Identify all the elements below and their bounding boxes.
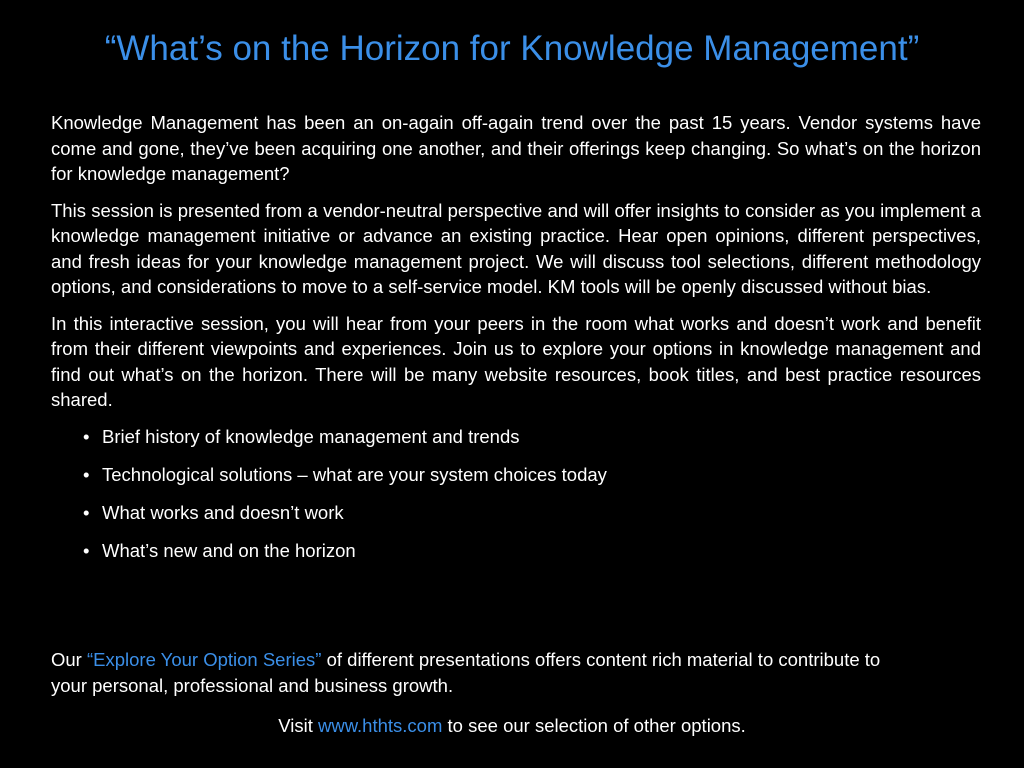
slide-title: “What’s on the Horizon for Knowledge Management” (104, 29, 920, 68)
visit-prefix: Visit (278, 715, 318, 736)
interactive-session-paragraph: In this interactive session, you will hear from your peers in the room what works and doesn’t work and benefit from their different viewpoints and experiences. Join us to explore your options in knowledge management and find out what’s on the horizon. There will be many website resources, book titles, and best practice resources shared. (51, 312, 981, 410)
visit-suffix: to see our selection of other options. (442, 715, 746, 736)
visit-line (0, 713, 1024, 739)
topic-item-solutions: • Technological solutions – what are your system choices today (83, 462, 981, 488)
website-link[interactable]: www.hthts.com (317, 715, 443, 736)
topic-item-history: • Brief history of knowledge management and trends (83, 424, 981, 450)
series-name: “Explore Your Option Series” (86, 649, 322, 670)
footer-prefix: Our (51, 649, 87, 670)
session-description-paragraph: This session is presented from a vendor-neutral perspective and will offer insights to consider as you implement a knowledge management initiative or advance an existing practice. Hear open opinions, different perspectives, and fresh ideas for your knowledge management project. We will discuss tool selections, different methodology options, and considerations to move to a self-service model. KM tools will be openly discussed without bias. (51, 199, 981, 297)
topic-item-what-works: • What works and doesn’t work (83, 500, 981, 526)
intro-paragraph: Knowledge Management has been an on-again off-again trend over the past 15 years. Vendor systems have come and gone, they’ve been acquiring one another, and their offerings keep changing. So what’s on the horizon for knowledge management? (51, 112, 981, 184)
footer-suffix: of different presentations offers content rich material to contribute to your personal, professional and business growth. (51, 649, 881, 696)
topic-list (51, 424, 981, 564)
series-footer (51, 647, 911, 698)
slide-body (51, 110, 981, 576)
topic-item-whats-new: • What’s new and on the horizon (83, 538, 981, 564)
